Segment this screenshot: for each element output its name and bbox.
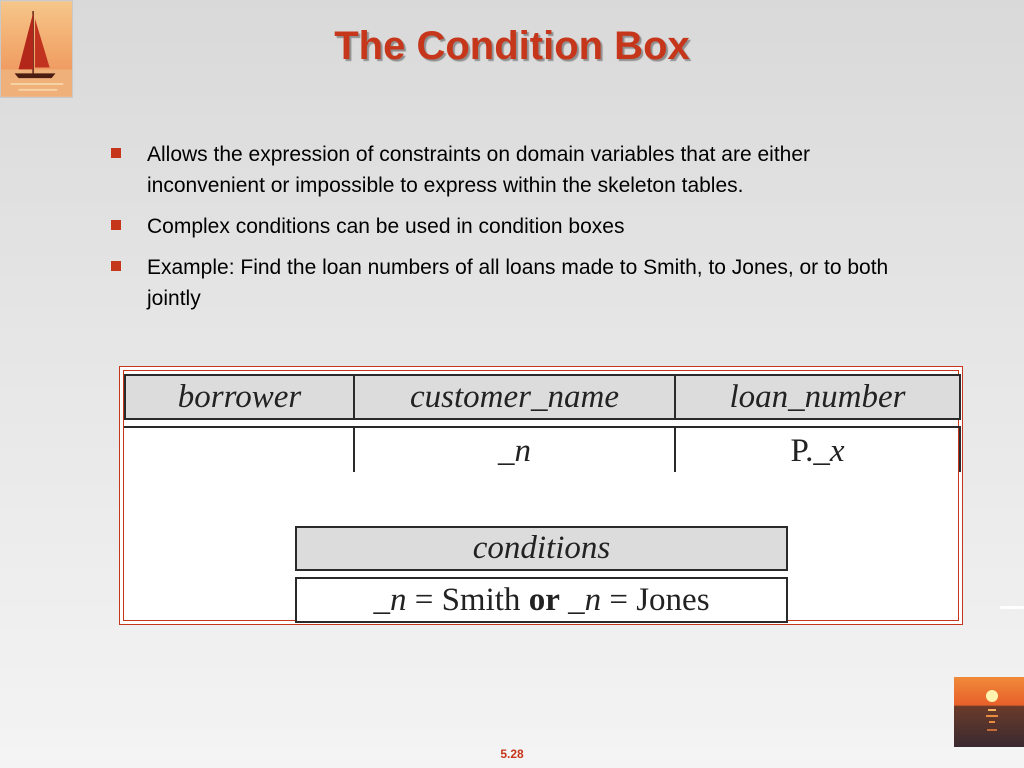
domain-variable-n: _n xyxy=(498,432,531,469)
square-bullet-icon xyxy=(111,148,121,158)
bullet-text: Allows the expression of constraints on domain variables that are either inconvenient or impossible to express within the skeleton tables. xyxy=(147,143,811,197)
bullet-item xyxy=(108,139,908,201)
condition-equals-smith: = Smith xyxy=(406,581,529,618)
column-header-customer-name: customer_name xyxy=(353,374,676,420)
decorative-line xyxy=(1000,606,1024,609)
column-header-loan-number: loan_number xyxy=(674,374,961,420)
column-divider xyxy=(959,426,961,472)
conditions-header: conditions xyxy=(295,526,788,571)
loan-number-cell xyxy=(676,429,959,473)
print-command: P. xyxy=(790,432,814,469)
skeleton-table xyxy=(124,374,961,476)
condition-variable: _n xyxy=(568,581,602,618)
condition-or-operator: or xyxy=(528,581,560,618)
bullet-item xyxy=(108,252,908,314)
slide-title: The Condition Box xyxy=(334,24,690,68)
conditions-expression xyxy=(295,577,788,623)
bullet-text: Complex conditions can be used in condition boxes xyxy=(147,215,625,238)
sunset-image xyxy=(954,677,1024,747)
square-bullet-icon xyxy=(111,220,121,230)
customer-name-cell xyxy=(355,429,674,473)
bullet-item xyxy=(108,211,908,242)
bullet-list xyxy=(108,139,908,324)
bullet-text: Example: Find the loan numbers of all loans made to Smith, to Jones, or to both jointly xyxy=(147,256,889,310)
table-name-header: borrower xyxy=(124,374,355,420)
qbe-figure xyxy=(119,366,963,625)
slide-number: 5.28 xyxy=(500,747,524,761)
condition-equals-jones: = Jones xyxy=(601,581,710,618)
condition-space xyxy=(560,582,568,619)
condition-variable: _n xyxy=(373,581,407,618)
domain-variable-x: _x xyxy=(813,432,845,469)
row-separator xyxy=(124,426,961,428)
qbe-figure-frame xyxy=(123,370,959,621)
square-bullet-icon xyxy=(111,261,121,271)
